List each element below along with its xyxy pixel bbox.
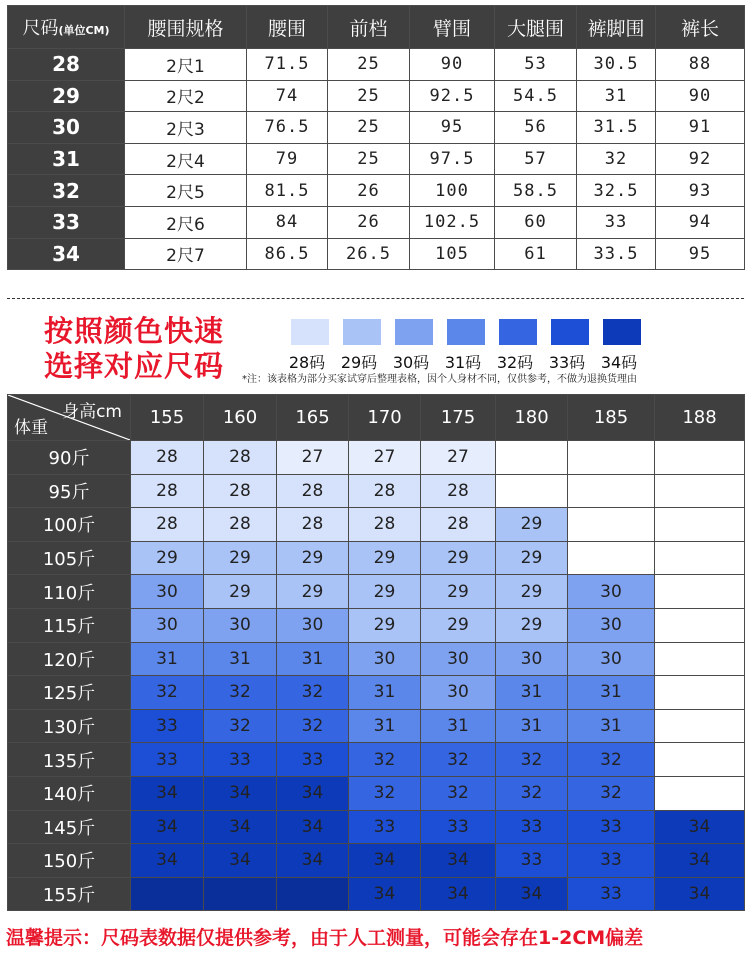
size-spec-row [8, 175, 745, 207]
size-recommendation-cell: 30 [204, 608, 277, 642]
size-recommendation-cell: 29 [421, 575, 496, 609]
size-recommendation-cell: 34 [204, 810, 277, 844]
size-spec-body [8, 49, 745, 270]
legend-item [290, 319, 330, 373]
legend-label: 31码 [444, 353, 482, 372]
size-recommendation-cell [568, 541, 655, 575]
size-recommendation-cell: 32 [277, 676, 349, 710]
size-recommendation-cell: 30 [349, 642, 421, 676]
size-spec-row [8, 238, 745, 270]
size-recommendation-cell [655, 776, 745, 810]
legend-item [550, 319, 590, 373]
weight-label: 145斤 [8, 810, 131, 844]
legend-item [342, 319, 382, 373]
size-recommendation-cell: 34 [277, 776, 349, 810]
size-recommendation-cell: 31 [349, 709, 421, 743]
headline [44, 314, 234, 384]
spec-cell: 74 [247, 80, 328, 112]
spec-cell: 100 [410, 175, 495, 207]
size-recommendation-cell [655, 541, 745, 575]
size-spec-row [8, 206, 745, 238]
size-spec-row [8, 49, 745, 81]
size-spec-row [8, 112, 745, 144]
size-recommendation-cell: 34 [349, 877, 421, 911]
height-header: 170 [349, 395, 421, 441]
legend-swatch [291, 319, 329, 345]
matrix-row [8, 877, 745, 911]
size-recommendation-cell: 34 [131, 776, 204, 810]
size-recommendation-cell: 29 [204, 575, 277, 609]
legend-item [394, 319, 434, 373]
size-recommendation-cell: 29 [131, 541, 204, 575]
header-size-label: 尺码 [22, 18, 59, 39]
spec-cell: 79 [247, 143, 328, 175]
legend-label: 32码 [496, 353, 534, 372]
spec-cell: 57 [495, 143, 577, 175]
size-recommendation-cell: 32 [421, 776, 496, 810]
spec-cell: 88 [656, 49, 745, 81]
size-recommendation-cell: 32 [204, 709, 277, 743]
size-recommendation-cell: 30 [421, 642, 496, 676]
size-recommendation-cell: 34 [131, 810, 204, 844]
legend-swatch [395, 319, 433, 345]
size-recommendation-cell: 34 [204, 844, 277, 878]
matrix-body [8, 441, 745, 911]
matrix-corner [8, 395, 131, 441]
size-recommendation-cell: 32 [131, 676, 204, 710]
size-recommendation-cell [496, 474, 568, 508]
header-length: 裤长 [656, 6, 745, 49]
size-recommendation-cell [496, 441, 568, 475]
size-recommendation-cell: 28 [277, 508, 349, 542]
spec-cell: 95 [656, 238, 745, 270]
legend-item [446, 319, 486, 373]
height-header: 175 [421, 395, 496, 441]
size-recommendation-cell: 31 [421, 709, 496, 743]
size-recommendation-matrix [7, 394, 745, 911]
matrix-row [8, 541, 745, 575]
weight-label: 150斤 [8, 844, 131, 878]
size-recommendation-cell: 30 [568, 642, 655, 676]
size-recommendation-cell: 29 [277, 541, 349, 575]
header-leg-opening: 裤脚围 [577, 6, 656, 49]
size-recommendation-cell [131, 877, 204, 911]
disclaimer-note: *注：该表格为部分买家试穿后整理表格，因个人身材不同，仅供参考，不做为退换货理由 [242, 374, 637, 385]
size-recommendation-cell: 30 [568, 608, 655, 642]
size-spec-row [8, 80, 745, 112]
matrix-row [8, 441, 745, 475]
size-recommendation-cell [655, 575, 745, 609]
size-recommendation-cell: 29 [421, 541, 496, 575]
corner-height-label: 身高cm [62, 402, 122, 422]
legend-swatch [551, 319, 589, 345]
spec-cell: 92 [656, 143, 745, 175]
spec-cell: 2尺2 [125, 80, 247, 112]
size-recommendation-cell [655, 676, 745, 710]
size-recommendation-cell: 34 [131, 844, 204, 878]
matrix-row [8, 608, 745, 642]
size-recommendation-cell: 28 [131, 441, 204, 475]
size-cell: 33 [8, 206, 125, 238]
size-recommendation-cell: 32 [421, 743, 496, 777]
size-recommendation-cell: 28 [421, 474, 496, 508]
matrix-header-row [8, 395, 745, 441]
weight-label: 120斤 [8, 642, 131, 676]
size-recommendation-cell: 28 [204, 441, 277, 475]
height-header: 155 [131, 395, 204, 441]
spec-cell: 92.5 [410, 80, 495, 112]
size-recommendation-cell: 30 [131, 608, 204, 642]
weight-label: 135斤 [8, 743, 131, 777]
size-recommendation-cell: 27 [277, 441, 349, 475]
header-front-rise: 前档 [328, 6, 410, 49]
size-recommendation-cell: 33 [568, 877, 655, 911]
size-recommendation-cell: 29 [421, 608, 496, 642]
spec-cell: 25 [328, 143, 410, 175]
weight-label: 110斤 [8, 575, 131, 609]
size-recommendation-cell [655, 441, 745, 475]
size-recommendation-cell: 33 [496, 844, 568, 878]
header-waist-spec: 腰围规格 [125, 6, 247, 49]
weight-label: 130斤 [8, 709, 131, 743]
size-recommendation-cell: 28 [131, 474, 204, 508]
spec-cell: 26 [328, 175, 410, 207]
size-recommendation-cell: 31 [349, 676, 421, 710]
size-recommendation-cell: 29 [496, 608, 568, 642]
size-cell: 30 [8, 112, 125, 144]
size-recommendation-cell: 31 [131, 642, 204, 676]
legend-swatch [603, 319, 641, 345]
size-recommendation-cell [655, 474, 745, 508]
height-header: 180 [496, 395, 568, 441]
spec-cell: 2尺3 [125, 112, 247, 144]
size-cell: 32 [8, 175, 125, 207]
size-recommendation-cell [568, 508, 655, 542]
header-thigh: 大腿围 [495, 6, 577, 49]
size-recommendation-cell: 29 [496, 508, 568, 542]
spec-cell: 31 [577, 80, 656, 112]
spec-cell: 26 [328, 206, 410, 238]
spec-cell: 2尺5 [125, 175, 247, 207]
size-recommendation-cell: 33 [496, 810, 568, 844]
spec-cell: 32 [577, 143, 656, 175]
size-recommendation-cell: 32 [496, 776, 568, 810]
height-header: 165 [277, 395, 349, 441]
size-recommendation-cell: 28 [204, 508, 277, 542]
size-cell: 29 [8, 80, 125, 112]
weight-label: 155斤 [8, 877, 131, 911]
size-recommendation-cell: 29 [349, 575, 421, 609]
spec-cell: 71.5 [247, 49, 328, 81]
spec-cell: 61 [495, 238, 577, 270]
matrix-row [8, 844, 745, 878]
weight-label: 90斤 [8, 441, 131, 475]
size-recommendation-cell: 34 [349, 844, 421, 878]
weight-label: 125斤 [8, 676, 131, 710]
size-recommendation-cell: 29 [277, 575, 349, 609]
size-recommendation-cell: 33 [421, 810, 496, 844]
size-recommendation-cell: 34 [421, 844, 496, 878]
size-recommendation-cell: 31 [496, 709, 568, 743]
size-recommendation-cell: 30 [277, 608, 349, 642]
matrix-row [8, 810, 745, 844]
size-recommendation-cell: 27 [421, 441, 496, 475]
size-recommendation-cell: 34 [655, 810, 745, 844]
size-recommendation-cell: 30 [131, 575, 204, 609]
spec-cell: 32.5 [577, 175, 656, 207]
spec-cell: 25 [328, 112, 410, 144]
legend-label: 30码 [392, 353, 430, 372]
size-recommendation-cell: 33 [204, 743, 277, 777]
weight-label: 105斤 [8, 541, 131, 575]
size-recommendation-cell: 33 [568, 810, 655, 844]
matrix-row [8, 508, 745, 542]
spec-cell: 25 [328, 49, 410, 81]
spec-cell: 58.5 [495, 175, 577, 207]
height-header: 160 [204, 395, 277, 441]
legend-label: 29码 [340, 353, 378, 372]
size-recommendation-cell: 28 [349, 474, 421, 508]
size-recommendation-cell: 31 [496, 676, 568, 710]
size-recommendation-cell: 32 [568, 776, 655, 810]
spec-cell: 30.5 [577, 49, 656, 81]
spec-cell: 31.5 [577, 112, 656, 144]
size-recommendation-cell: 34 [277, 844, 349, 878]
spec-cell: 86.5 [247, 238, 328, 270]
size-recommendation-cell [655, 709, 745, 743]
headline-line-2: 选择对应尺码 [44, 349, 225, 383]
size-recommendation-cell [204, 877, 277, 911]
size-recommendation-cell: 32 [496, 743, 568, 777]
size-recommendation-cell: 30 [496, 642, 568, 676]
legend-swatch [447, 319, 485, 345]
size-recommendation-cell [277, 877, 349, 911]
size-recommendation-cell: 33 [568, 844, 655, 878]
size-recommendation-cell [655, 508, 745, 542]
spec-cell: 56 [495, 112, 577, 144]
size-recommendation-cell: 31 [204, 642, 277, 676]
size-cell: 34 [8, 238, 125, 270]
size-recommendation-cell: 33 [277, 743, 349, 777]
size-recommendation-cell: 28 [204, 474, 277, 508]
size-recommendation-cell: 28 [131, 508, 204, 542]
spec-cell: 2尺6 [125, 206, 247, 238]
spec-cell: 95 [410, 112, 495, 144]
header-waist: 腰围 [247, 6, 328, 49]
size-recommendation-cell: 28 [421, 508, 496, 542]
matrix-row [8, 743, 745, 777]
size-recommendation-cell: 29 [349, 541, 421, 575]
size-recommendation-cell: 31 [568, 709, 655, 743]
spec-cell: 54.5 [495, 80, 577, 112]
spec-cell: 26.5 [328, 238, 410, 270]
size-recommendation-cell: 31 [568, 676, 655, 710]
spec-cell: 90 [410, 49, 495, 81]
matrix-row [8, 474, 745, 508]
spec-cell: 76.5 [247, 112, 328, 144]
header-hip: 臂围 [410, 6, 495, 49]
size-recommendation-cell: 28 [277, 474, 349, 508]
size-recommendation-cell: 32 [204, 676, 277, 710]
size-spec-table [7, 5, 745, 270]
spec-cell: 105 [410, 238, 495, 270]
size-recommendation-cell: 33 [131, 743, 204, 777]
size-recommendation-cell [568, 441, 655, 475]
spec-cell: 2尺1 [125, 49, 247, 81]
size-recommendation-cell: 32 [349, 776, 421, 810]
matrix-row [8, 776, 745, 810]
size-recommendation-cell: 33 [131, 709, 204, 743]
size-recommendation-cell: 34 [204, 776, 277, 810]
size-recommendation-cell: 31 [277, 642, 349, 676]
spec-cell: 90 [656, 80, 745, 112]
header-unit: (单位CM) [58, 24, 110, 37]
size-recommendation-cell: 28 [349, 508, 421, 542]
size-recommendation-cell [568, 474, 655, 508]
spec-cell: 84 [247, 206, 328, 238]
size-recommendation-cell: 34 [421, 877, 496, 911]
header-size [8, 6, 125, 49]
color-legend [290, 319, 642, 373]
spec-cell: 53 [495, 49, 577, 81]
footer-tip: 温馨提示：尺码表数据仅提供参考，由于人工测量，可能会存在1-2CM偏差 [6, 927, 644, 949]
headline-line-1: 按照颜色快速 [44, 314, 225, 348]
legend-swatch [343, 319, 381, 345]
spec-cell: 91 [656, 112, 745, 144]
size-recommendation-cell: 30 [421, 676, 496, 710]
size-cell: 28 [8, 49, 125, 81]
size-recommendation-cell: 29 [349, 608, 421, 642]
weight-label: 115斤 [8, 608, 131, 642]
size-recommendation-cell: 34 [496, 877, 568, 911]
section-divider [7, 298, 744, 299]
size-spec-row [8, 143, 745, 175]
legend-label: 33码 [548, 353, 586, 372]
spec-cell: 25 [328, 80, 410, 112]
spec-cell: 94 [656, 206, 745, 238]
spec-cell: 2尺7 [125, 238, 247, 270]
weight-label: 140斤 [8, 776, 131, 810]
size-recommendation-cell: 32 [568, 743, 655, 777]
legend-swatch [499, 319, 537, 345]
size-recommendation-cell: 34 [655, 877, 745, 911]
size-recommendation-cell: 32 [277, 709, 349, 743]
size-recommendation-cell: 29 [204, 541, 277, 575]
spec-cell: 93 [656, 175, 745, 207]
matrix-row [8, 676, 745, 710]
legend-item [602, 319, 642, 373]
spec-cell: 102.5 [410, 206, 495, 238]
size-recommendation-cell: 32 [349, 743, 421, 777]
matrix-row [8, 575, 745, 609]
corner-weight-label: 体重 [14, 418, 48, 438]
legend-item [498, 319, 538, 373]
size-recommendation-cell: 29 [496, 575, 568, 609]
legend-label: 28码 [288, 353, 326, 372]
size-cell: 31 [8, 143, 125, 175]
size-recommendation-cell: 34 [277, 810, 349, 844]
legend-label: 34码 [600, 353, 638, 372]
spec-cell: 81.5 [247, 175, 328, 207]
matrix-row [8, 642, 745, 676]
spec-cell: 33.5 [577, 238, 656, 270]
spec-cell: 97.5 [410, 143, 495, 175]
size-recommendation-cell [655, 608, 745, 642]
size-spec-header-row [8, 6, 745, 49]
spec-cell: 60 [495, 206, 577, 238]
size-recommendation-cell [655, 642, 745, 676]
size-recommendation-cell [655, 743, 745, 777]
height-header: 188 [655, 395, 745, 441]
size-recommendation-cell: 34 [655, 844, 745, 878]
spec-cell: 33 [577, 206, 656, 238]
size-recommendation-cell: 33 [349, 810, 421, 844]
matrix-row [8, 709, 745, 743]
spec-cell: 2尺4 [125, 143, 247, 175]
weight-label: 100斤 [8, 508, 131, 542]
size-recommendation-cell: 29 [496, 541, 568, 575]
height-header: 185 [568, 395, 655, 441]
size-recommendation-cell: 30 [568, 575, 655, 609]
weight-label: 95斤 [8, 474, 131, 508]
size-recommendation-cell: 27 [349, 441, 421, 475]
